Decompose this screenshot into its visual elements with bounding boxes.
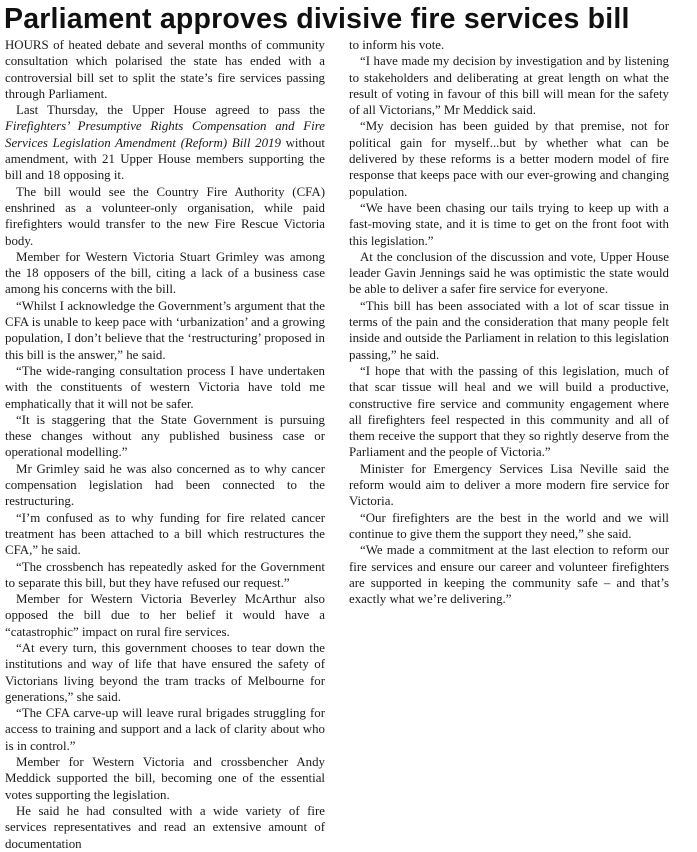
paragraph: “The CFA carve-up will leave rural brigades struggling for access to training and support and a lack of clarity about who is in control.” [5,706,325,753]
headline: Parliament approves divisive fire services bill [4,3,630,35]
paragraph: “I hope that with the passing of this legislation, much of that scar tissue will heal and we will build a productive, constructive fire service and community engagement where all firefighters feel respected in this community and all of them receive the support that they so rightly deserve from the Parliament and the people of Victoria.” [349,363,669,460]
paragraph: “The crossbench has repeatedly asked for the Government to separate this bill, but they have refused our request.” [5,559,325,590]
paragraph-text: Last Thursday, the Upper House agreed to pass the [16,103,325,118]
paragraph: The bill would see the Country Fire Authority (CFA) enshrined as a volunteer-only organisation, while paid firefighters would transfer to the new Fire Rescue Victoria body. [5,184,325,248]
paragraph: “We have been chasing our tails trying to keep up with a fast-moving state, and it is time to get on the front foot with this legislation.” [349,200,669,248]
paragraph-continuation: to inform his vote. [349,38,445,52]
paragraph [5,102,325,183]
paragraph: Member for Western Victoria Beverley McArthur also opposed the bill due to her belief it would have a “catastrophic” impact on rural fire services. [5,592,325,639]
article-column-right [349,37,669,607]
bill-title: Firefighters’ Presumptive Rights Compensation and Fire Services Legislation Amendment (Reform) Bill 2019 [5,119,325,150]
article-column-left [5,37,325,852]
paragraph: “My decision has been guided by that premise, not for political gain for myself...but by whether what can be delivered by these reforms is a better modern model of fire response that keeps pace with our ever-growing and changing population. [349,119,669,199]
paragraph: Member for Western Victoria and crossbencher Andy Meddick supported the bill, becoming one of the essential votes supporting the legislation. [5,755,325,802]
paragraph: At the conclusion of the discussion and vote, Upper House leader Gavin Jennings said he was optimistic the state would be able to deliver a safer fire service for everyone. [349,249,669,297]
paragraph: “It is staggering that the State Government is pursuing these changes without any published business case or operational modelling.” [5,412,325,460]
paragraph: “This bill has been associated with a lot of scar tissue in terms of the pain and the consideration that many people felt inside and outside the Parliament in relation to this legislation passing,” he said. [349,298,669,362]
paragraph: “At every turn, this government chooses to tear down the institutions and way of life that have ensured the safety of Victorians living beyond the tram tracks of Melbourne for generations,” she said. [5,640,325,704]
paragraph: Member for Western Victoria Stuart Grimley was among the 18 opposers of the bill, citing a lack of a business case among his concerns with the bill. [5,249,325,297]
paragraph: Minister for Emergency Services Lisa Neville said the reform would aim to deliver a more modern fire service for Victoria. [349,461,669,509]
paragraph: “Our firefighters are the best in the world and we will continue to give them the support they need,” she said. [349,510,669,541]
paragraph: HOURS of heated debate and several months of community consultation which polarised the state has ended with a controversial bill set to split the state’s fire services passing through Parliament. [5,38,325,101]
paragraph: “The wide-ranging consultation process I have undertaken with the constituents of western Victoria have told me emphatically that it will not be safer. [5,363,325,411]
paragraph: “I’m confused as to why funding for fire related cancer treatment has been attached to a bill which restructures the CFA,” he said. [5,510,325,558]
paragraph: He said he had consulted with a wide variety of fire services representatives and read an extensive amount of documentation [5,803,325,851]
paragraph: “We made a commitment at the last election to reform our fire services and ensure our career and volunteer firefighters are supported in keeping the community safe – and that’s exactly what we’re delivering.” [349,543,669,607]
paragraph-text: without amendment, with 21 Upper House members supporting the bill and 18 opposing it. [5,135,325,183]
paragraph: Mr Grimley said he was also concerned as to why cancer compensation legislation had been connected to the restructuring. [5,461,325,509]
paragraph: “Whilst I acknowledge the Government’s argument that the CFA is unable to keep pace with ‘urbanization’ and a growing population, I don’t believe that the ‘restructuring’ proposed in this bill is the answer,” he said. [5,298,325,362]
paragraph: “I have made my decision by investigation and by listening to stakeholders and deliberating at great length on what the result of voting in favour of this bill will mean for the safety of all Victorians,” Mr Meddick said. [349,54,669,118]
